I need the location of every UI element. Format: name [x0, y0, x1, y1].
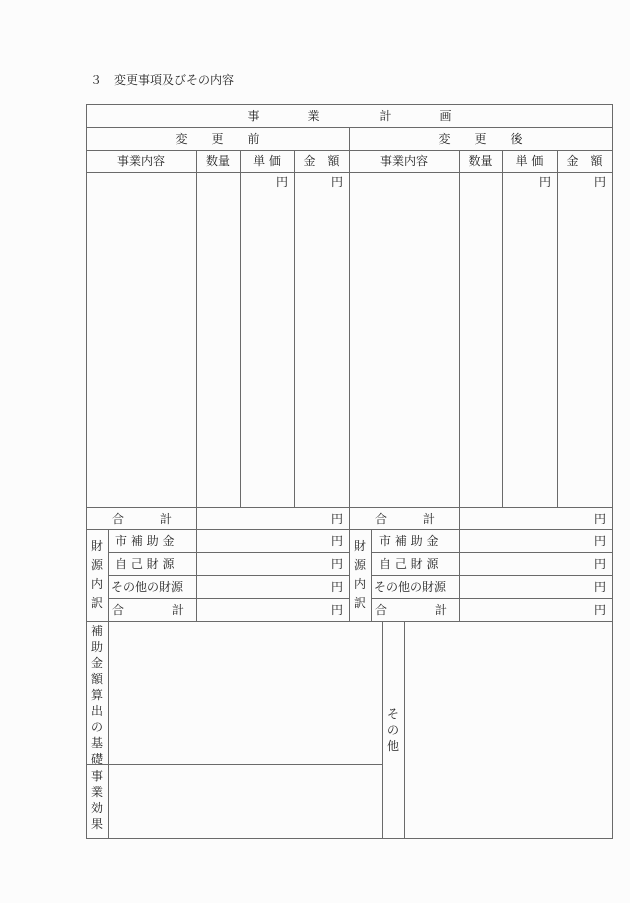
- divider: [108, 529, 109, 621]
- unit-yen: 円: [593, 603, 606, 617]
- before-funding-other: その他の財源: [111, 580, 184, 594]
- divider: [371, 529, 372, 621]
- before-total-label: 合 計: [112, 512, 173, 526]
- before-total-unit: 円: [330, 512, 343, 526]
- project-effect-label: 事業効果: [90, 769, 103, 831]
- before-funding-city-subsidy: 市 補 助 金: [115, 534, 175, 548]
- unit-yen: 円: [593, 557, 606, 571]
- before-amount-field[interactable]: [295, 190, 348, 506]
- divider: [108, 598, 349, 599]
- column-header-content: 事業内容: [116, 154, 165, 168]
- after-quantity-field[interactable]: [460, 173, 501, 506]
- column-header-quantity: 数量: [468, 154, 493, 168]
- divider: [371, 598, 612, 599]
- before-funding-own: 自 己 財 源: [115, 557, 175, 571]
- after-change-label: 変 更 後: [438, 132, 523, 146]
- project-effect-field[interactable]: [109, 765, 381, 837]
- divider: [371, 575, 612, 576]
- unit-yen: 円: [593, 534, 606, 548]
- divider: [108, 575, 349, 576]
- before-unit-price-field[interactable]: [241, 190, 293, 506]
- after-funding-own: 自 己 財 源: [379, 557, 439, 571]
- after-content-field[interactable]: [350, 173, 458, 506]
- column-header-amount: 金 額: [303, 154, 340, 168]
- unit-yen: 円: [330, 603, 343, 617]
- subsidy-basis-field[interactable]: [109, 622, 381, 763]
- before-funding-total: 合 計: [112, 603, 185, 617]
- column-header-quantity: 数量: [205, 154, 230, 168]
- after-funding-total: 合 計: [375, 603, 448, 617]
- before-funding-label: 財源内訳: [90, 539, 103, 610]
- divider: [371, 552, 612, 553]
- table-bottom-border: [86, 838, 613, 839]
- unit-yen: 円: [330, 534, 343, 548]
- table-right-border: [612, 104, 613, 838]
- column-header-amount: 金 額: [566, 154, 603, 168]
- before-content-field[interactable]: [87, 173, 195, 506]
- after-amount-field[interactable]: [558, 190, 611, 506]
- other-field[interactable]: [405, 622, 611, 837]
- other-label: その他: [386, 707, 399, 753]
- after-total-label: 合 計: [375, 512, 436, 526]
- before-quantity-field[interactable]: [197, 173, 239, 506]
- unit-yen: 円: [538, 175, 551, 189]
- unit-yen: 円: [593, 175, 606, 189]
- unit-yen: 円: [330, 557, 343, 571]
- unit-yen: 円: [330, 580, 343, 594]
- table-top-border: [86, 104, 613, 105]
- after-unit-price-field[interactable]: [503, 190, 556, 506]
- before-change-label: 変 更 前: [175, 132, 260, 146]
- column-header-unit-price: 単 価: [253, 154, 281, 168]
- after-funding-other: その他の財源: [374, 580, 447, 594]
- column-header-content: 事業内容: [379, 154, 428, 168]
- unit-yen: 円: [330, 175, 343, 189]
- after-funding-city-subsidy: 市 補 助 金: [379, 534, 439, 548]
- unit-yen: 円: [593, 580, 606, 594]
- section-heading: ３ 変更事項及びその内容: [90, 73, 235, 87]
- after-total-unit: 円: [593, 512, 606, 526]
- after-funding-label: 財源内訳: [353, 539, 366, 610]
- table-title: 事 業 計 画: [247, 109, 452, 123]
- unit-yen: 円: [275, 175, 288, 189]
- column-header-unit-price: 単 価: [515, 154, 544, 168]
- subsidy-basis-label: 補助金額算出の基礎: [90, 624, 103, 766]
- divider: [108, 552, 349, 553]
